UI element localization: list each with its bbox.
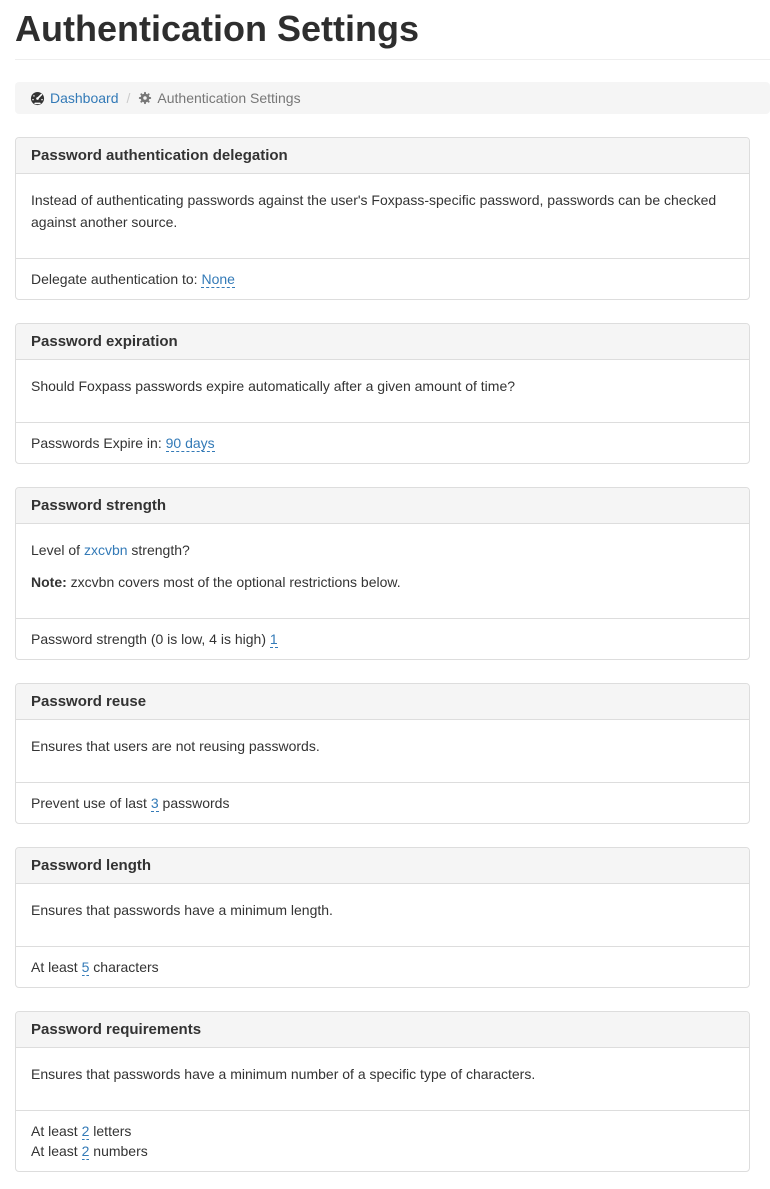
panel-title-expiration: Password expiration bbox=[16, 324, 749, 360]
breadcrumb-dashboard-label: Dashboard bbox=[50, 90, 119, 106]
breadcrumb-dashboard-link[interactable] bbox=[30, 89, 119, 107]
breadcrumb-current bbox=[138, 89, 300, 107]
tachometer-icon bbox=[30, 91, 45, 106]
reuse-description: Ensures that users are not reusing passwords. bbox=[31, 738, 320, 754]
delegation-setting-row bbox=[16, 258, 749, 299]
delegation-description: Instead of authenticating passwords against the user's Foxpass-specific password, passwords can be checked against another source. bbox=[31, 192, 717, 230]
strength-level-line bbox=[31, 539, 734, 561]
expiration-setting-prefix: Passwords Expire in: bbox=[31, 435, 166, 451]
panel-password-requirements bbox=[15, 1011, 750, 1172]
panel-password-delegation bbox=[15, 137, 750, 300]
strength-note-line bbox=[31, 571, 734, 593]
reuse-value-link[interactable]: 3 bbox=[150, 795, 159, 811]
expiration-value-link[interactable]: 90 days bbox=[165, 435, 215, 451]
page-container bbox=[0, 9, 770, 1189]
expiration-description: Should Foxpass passwords expire automatically after a given amount of time? bbox=[31, 378, 516, 394]
requirements-letters-line bbox=[31, 1121, 734, 1141]
bottom-spacer bbox=[15, 1172, 770, 1189]
numbers-setting-prefix: At least bbox=[31, 1143, 82, 1159]
breadcrumb-current-label: Authentication Settings bbox=[157, 90, 301, 106]
zxcvbn-link[interactable]: zxcvbn bbox=[83, 542, 128, 558]
length-description: Ensures that passwords have a minimum length. bbox=[31, 902, 333, 918]
length-setting-suffix: characters bbox=[89, 959, 159, 975]
breadcrumb-separator: / bbox=[126, 90, 131, 106]
gear-icon bbox=[138, 91, 152, 105]
requirements-description: Ensures that passwords have a minimum number of a specific type of characters. bbox=[31, 1066, 536, 1082]
reuse-setting-prefix: Prevent use of last bbox=[31, 795, 151, 811]
length-value-link[interactable]: 5 bbox=[81, 959, 90, 975]
letters-setting-prefix: At least bbox=[31, 1123, 82, 1139]
panel-title-strength: Password strength bbox=[16, 488, 749, 524]
panel-body-expiration bbox=[16, 360, 749, 422]
strength-setting-prefix: Password strength (0 is low, 4 is high) bbox=[31, 631, 270, 647]
panel-title-reuse: Password reuse bbox=[16, 684, 749, 720]
panel-password-length bbox=[15, 847, 750, 988]
letters-value-link[interactable]: 2 bbox=[81, 1123, 90, 1139]
page-title: Authentication Settings bbox=[15, 9, 770, 60]
panel-password-expiration bbox=[15, 323, 750, 464]
length-setting-prefix: At least bbox=[31, 959, 82, 975]
panel-body-length bbox=[16, 884, 749, 946]
length-setting-row bbox=[16, 946, 749, 987]
reuse-setting-suffix: passwords bbox=[158, 795, 230, 811]
panel-title-length: Password length bbox=[16, 848, 749, 884]
letters-setting-suffix: letters bbox=[89, 1123, 132, 1139]
panel-password-strength bbox=[15, 487, 750, 660]
panel-body-delegation bbox=[16, 174, 749, 258]
panel-body-reuse bbox=[16, 720, 749, 782]
panel-password-reuse bbox=[15, 683, 750, 824]
strength-setting-row bbox=[16, 618, 749, 659]
panel-body-requirements bbox=[16, 1048, 749, 1110]
panel-body-strength bbox=[16, 524, 749, 618]
numbers-value-link[interactable]: 2 bbox=[81, 1143, 90, 1159]
numbers-setting-suffix: numbers bbox=[89, 1143, 148, 1159]
requirements-numbers-line bbox=[31, 1141, 734, 1161]
strength-level-suffix: strength? bbox=[127, 542, 190, 558]
strength-note-label: Note: bbox=[31, 574, 67, 590]
strength-value-link[interactable]: 1 bbox=[269, 631, 278, 647]
expiration-setting-row bbox=[16, 422, 749, 463]
breadcrumb bbox=[15, 82, 770, 114]
delegation-value-link[interactable]: None bbox=[201, 271, 235, 287]
reuse-setting-row bbox=[16, 782, 749, 823]
strength-level-prefix: Level of bbox=[31, 542, 84, 558]
strength-note-text: zxcvbn covers most of the optional restrictions below. bbox=[66, 574, 401, 590]
requirements-setting-row bbox=[16, 1110, 749, 1171]
panel-title-requirements: Password requirements bbox=[16, 1012, 749, 1048]
panel-title-delegation: Password authentication delegation bbox=[16, 138, 749, 174]
delegation-setting-prefix: Delegate authentication to: bbox=[31, 271, 202, 287]
